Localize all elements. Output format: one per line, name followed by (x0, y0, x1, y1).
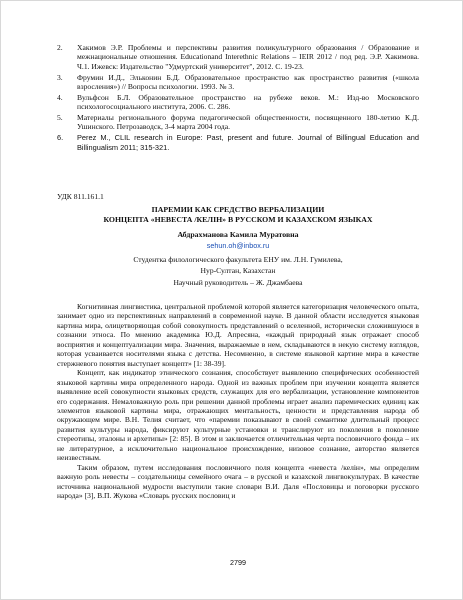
reference-text: Вульфсон Б.Л. Образовательное пространство на рубеже веков. М.: Изд-во Московского психологосоциального института, 2006. С. 286. (77, 92, 419, 112)
reference-item (57, 93, 419, 112)
body-paragraph: Таким образом, путем исследования пословичного поля концепта «невеста /келін», мы определим важную роль невесты – создательницы семейного очага – в русской и казахской лингвокультурах. В качестве источника национальной мудрости выступили такие словари В.И. Даля «Пословицы и поговорки русского народа» [3], В.П. Жукова «Словарь русских пословиц и (57, 462, 419, 501)
udk-code: УДК 811.161.1 (57, 192, 104, 201)
reference-number: 5. (57, 113, 63, 123)
reference-number: 4. (57, 92, 63, 102)
reference-number: 2. (57, 43, 63, 52)
author-affiliation (57, 254, 419, 288)
reference-text: Хакимов Э.Р. Проблемы и перспективы развития поликультурного образования / Образование и межнациональные отношения. Educationand Interethnic Relations – IEIR 2012 / под ред. Э.Р. Хакимова. Ч.1. Ижевск: Издательство "Удмуртский университет", 2012. С. 19-23. (77, 43, 419, 71)
body-paragraph: Когнитивная лингвистика, центральной проблемой которой является категоризация человеческого опыта, занимает одно из перспективных направлений в современной науке. В данной области исследуется языковая картина мира, олицетворяющая собой совокупность представлений о вселенной, исторически сложившуюся в сознании этноса. По мнению академика Ю.Д. Апресяна, «каждый природный язык отражает способ восприятия и концептуализации мира. Значения, выражаемые в нем, складываются в некую систему взглядов, которая усваивается носителями языка с детства. Несомненно, в системе языковой картине мира в качестве стержневого понятия выступает концепт» [1: 38-39]. (57, 302, 419, 368)
page-number: 2799 (230, 558, 246, 567)
affiliation-line: Нур-Султан, Казахстан (200, 266, 276, 276)
reference-number: 3. (57, 72, 63, 82)
title-line: ПАРЕМИИ КАК СРЕДСТВО ВЕРБАЛИЗАЦИИ (151, 205, 325, 214)
article-body (57, 302, 419, 501)
reference-item (57, 113, 419, 132)
title-line: КОНЦЕПТА «НЕВЕСТА /КЕЛІН» В РУССКОМ И КАЗАХСКОМ ЯЗЫКАХ (103, 214, 373, 224)
author-name: Абдрахманова Камила Муратовна (177, 230, 299, 239)
reference-text: Материалы регионального форума педагогической общественности, посвященного 180-летию К.Д. Ушинского. Петрозаводск, 3-4 марта 2004 года. (77, 113, 419, 132)
reference-text: Фрумин И.Д., Эльконин Б.Д. Образовательное пространство как пространство развития («школа взросления») // Вопросы психологии. 1993. № 3. (77, 72, 419, 92)
reference-number: 6. (57, 133, 64, 143)
body-paragraph: Концепт, как индикатор этнического сознания, способствует выявлению специфических особенностей языковой картины мира определенного народа. Одной из важных проблем при изучении концепта является выявление всей совокупности языковых средств, служащих для его вербализации, установление компонентов его содержания. Немаловажную роль при решении данной проблемы играет анализ паремических единиц как элементов языковой картины мира, отражающих ментальность, ценности и представления народа об окружающем мире. В.Н. Телия считает, что «паремии показывают в своей семантике длительный процесс развития культуры народа, фиксируют культурные установки и транслируют из поколения в поколение стереотипы, эталоны и архетипы» [2: 85]. В этом и заключается отличительная черта пословичного фонда – их не литературное, а исключительно национальное происхождение, низовое сознание, авторство является неизвестным. (57, 368, 419, 463)
affiliation-line: Студентка филологического факультета ЕНУ им. Л.Н. Гумилева, (133, 255, 343, 264)
author-email-link[interactable]: sehun.oh@inbox.ru (206, 241, 270, 250)
reference-item (57, 73, 419, 92)
reference-text: Perez M., CLIL research in Europe: Past, present and future. Journal of Billingual Education and Billingualism 2011; 315-321. (77, 133, 419, 152)
reference-list (57, 43, 419, 153)
supervisor-line: Научный руководитель – Ж. Джамбаева (173, 277, 303, 287)
article-title (57, 205, 419, 225)
reference-item (57, 43, 419, 71)
reference-item (57, 133, 419, 152)
